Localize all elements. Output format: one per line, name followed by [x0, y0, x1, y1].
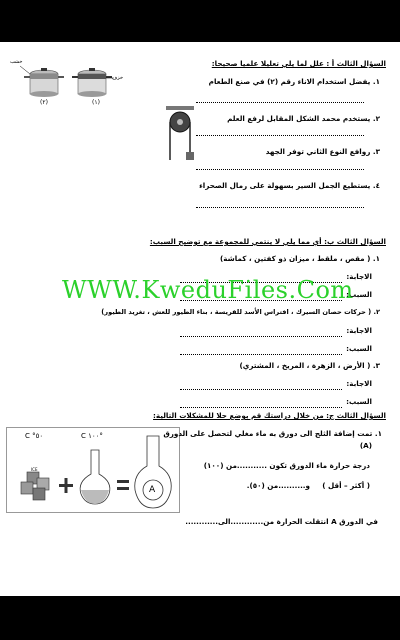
answer-line — [196, 169, 364, 170]
ice-label: ICE — [31, 467, 38, 472]
flask-a-icon — [135, 436, 172, 508]
pulley-icon — [162, 106, 198, 166]
section-a-header: السؤال الثالث أ : علل لما يلي تعليلا علميا صحيحا: — [211, 59, 386, 68]
item-b2: ٢. ( حركات حصان السيرك ، افتراس الأسد للفريسة ، بناء الطيور للعش ، تغريد الطيور) — [101, 308, 380, 316]
pot-number-1: (١) — [92, 99, 100, 106]
question-c1: ١. تمت إضافة الثلج الى دورق به ماء مغلي لتحصل على الدورق — [163, 429, 382, 438]
answer-label: الاجابة: — [346, 379, 372, 388]
pot-number-2: (٢) — [40, 99, 48, 106]
equals-icon — [117, 480, 129, 490]
reason-line — [180, 407, 342, 408]
pot-material-label-left: خشب — [10, 59, 23, 65]
item-b3: ٣. ( الأرض ، الزهرة ، المريخ ، المشتري) — [239, 361, 380, 370]
pot-1-icon — [72, 68, 112, 97]
small-flask-icon — [80, 450, 110, 504]
plus-icon — [59, 478, 73, 493]
temp-boil-label: C ١٠٠° — [81, 432, 103, 440]
section-b-header: السؤال الثالث ب: أي مما يلي لا ينتمي للمجموعة مع توضيح السبب: — [149, 237, 386, 246]
reason-label: السبب: — [346, 397, 372, 406]
question-a3: ٣. روافع النوع الثاني توفر الجهد — [265, 147, 380, 156]
temp-ice-label: C °٥٠ — [25, 432, 44, 440]
flask-a-label: A — [149, 485, 156, 495]
choice-hint: ( أكثر – أقل ) — [322, 481, 370, 490]
reason-label: السبب: — [346, 290, 372, 299]
pots-illustration — [14, 58, 124, 118]
worksheet-page — [0, 42, 400, 596]
watermark: WWW.KweduFiles.Com — [62, 276, 354, 304]
answer-label: الاجابة: — [346, 326, 372, 335]
pot-2-icon — [24, 68, 64, 97]
question-a4: ٤. يستطيع الجمل السير بسهولة على رمال الصحراء — [199, 181, 380, 190]
reason-label: السبب: — [346, 344, 372, 353]
answer-line — [180, 389, 342, 390]
answer-line — [196, 102, 364, 103]
reason-line — [180, 354, 342, 355]
fill-blank-3: في الدورق A انتقلت الحرارة من............الى............ — [185, 517, 378, 526]
section-c-header: السؤال الثالث ج: من خلال دراستك قم بوضع حلا للمشكلات التالية: — [153, 411, 386, 420]
fill-blank-2: و..........من (٥٠). — [246, 481, 310, 490]
item-b1: ١. ( مقص ، ملقط ، ميزان ذو كفتين ، كماشة) — [219, 254, 380, 263]
fill-blank-1: درجة حرارة ماء الدورق تكون ...........من (١٠٠) — [203, 461, 370, 470]
answer-label: الاجابة: — [346, 272, 372, 281]
question-c1-flask: (A) — [359, 441, 372, 450]
answer-line — [196, 135, 364, 136]
answer-line — [196, 207, 364, 208]
ice-flask-diagram — [6, 427, 180, 513]
ice-cubes-icon — [21, 472, 49, 500]
pot-material-label-right: خزف — [112, 75, 124, 81]
question-a1: ١. يفضل استخدام الاناء رقم (٢) في صنع الطعام — [208, 77, 380, 86]
question-a2: ٢. يستخدم محمد الشكل المقابل لرفع العلم — [227, 114, 380, 123]
answer-line — [180, 336, 342, 337]
